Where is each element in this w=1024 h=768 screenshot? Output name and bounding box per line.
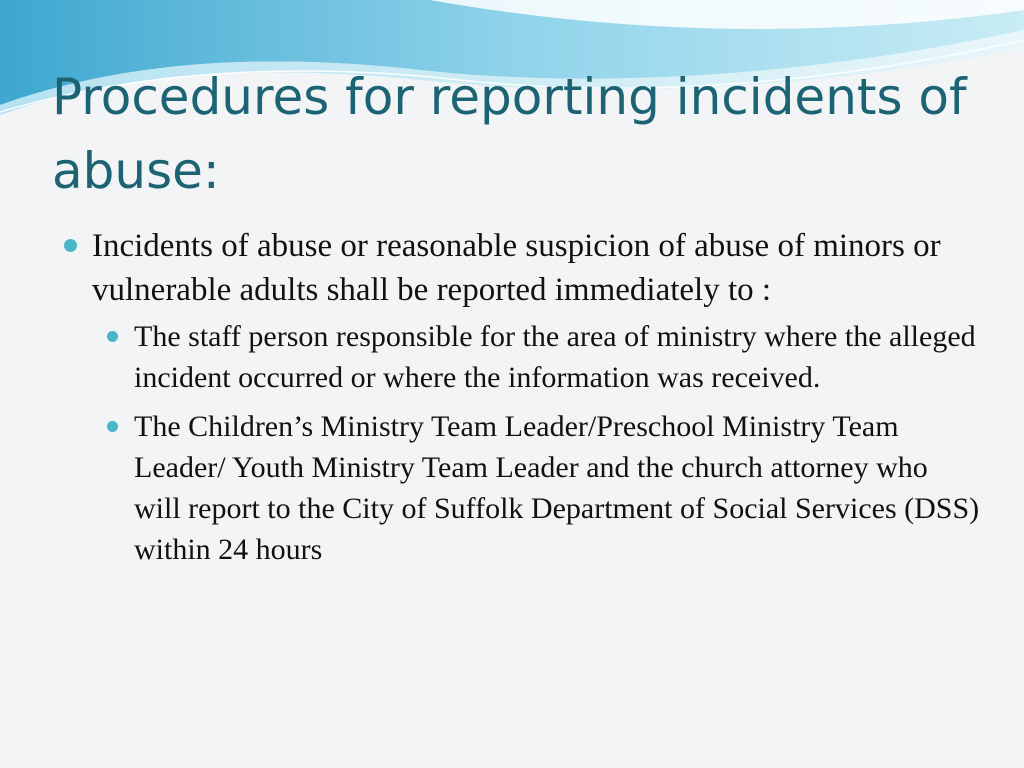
bullet-item <box>60 224 980 312</box>
sub-bullet-text: The Children’s Ministry Team Leader/Preschool Ministry Team Leader/ Youth Ministry Team Leader and the church attorney who will report to the City of Suffolk Department of Social Services (DSS) within 24 hours <box>134 410 980 566</box>
slide-content <box>60 224 980 578</box>
bullet-text: Incidents of abuse or reasonable suspicion of abuse of minors or vulnerable adults shall be reported immediately to : <box>92 228 941 308</box>
sub-bullet-list <box>60 316 980 570</box>
sub-bullet-circle-icon <box>107 421 118 432</box>
sub-bullet-circle-icon <box>107 331 118 342</box>
sub-bullet-item <box>100 406 980 570</box>
bullet-circle-icon <box>64 239 77 252</box>
sub-bullet-item <box>100 316 980 398</box>
slide-title: Procedures for reporting incidents of abuse: <box>52 68 967 200</box>
sub-bullet-text: The staff person responsible for the area of ministry where the alleged incident occurred or where the information was received. <box>134 320 976 394</box>
